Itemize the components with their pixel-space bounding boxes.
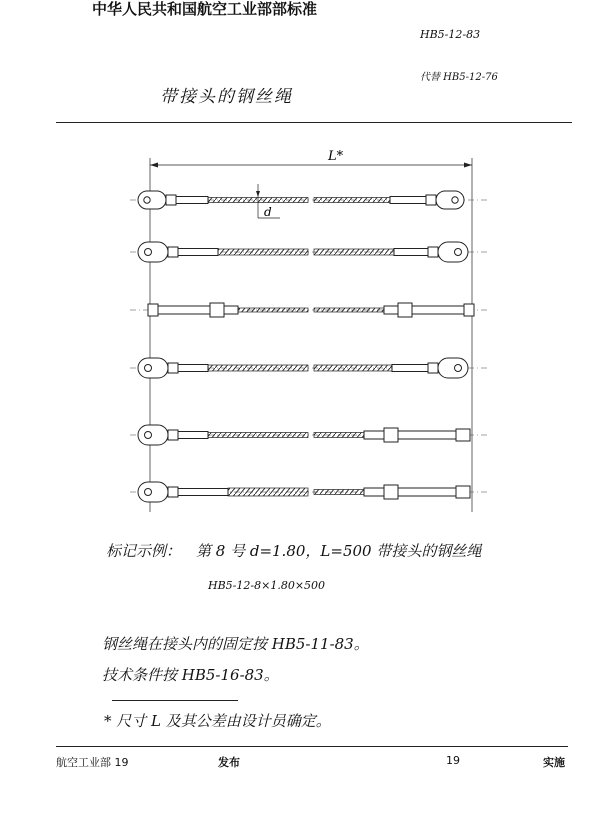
length-label: L* [328,149,344,164]
diameter-label: d [264,205,272,219]
footer-implement: 实施 [543,756,565,769]
document-title: 带接头的钢丝绳 [160,87,293,107]
footer-rule [56,746,568,747]
cable-variant-3 [130,303,490,317]
footnote-rule [112,700,238,701]
note-fixing: 钢丝绳在接头内的固定按 HB5-11-83。 [102,635,369,653]
marking-label: 标记示例： [106,542,182,560]
footer-publish: 发布 [218,756,240,769]
footer-year: 19 [446,754,460,767]
cable-variant-4 [130,358,490,378]
cable-variant-5 [130,425,490,445]
marking-code: HB5-12-8×1.80×500 [208,579,326,592]
note-technical: 技术条件按 HB5-16-83。 [102,666,279,684]
cable-variant-1 [130,191,490,209]
replaces-standard: 代替 HB5-12-76 [420,72,498,83]
footnote: * 尺寸 L 及其公差由设计员确定。 [104,712,331,730]
footer-issuer: 航空工业部 19 [56,756,129,769]
document-organization: 中华人民共和国航空工业部部标准 [92,0,318,18]
cable-variant-2 [130,242,490,262]
header-rule [56,122,572,123]
standard-number: HB5-12-83 [420,28,481,41]
cable-assembly-drawing [100,140,500,520]
marking-example: 第 8 号 d=1.80，L=500 带接头的钢丝绳 [196,542,482,560]
length-dimension [150,158,472,512]
cable-variant-6 [130,482,490,502]
